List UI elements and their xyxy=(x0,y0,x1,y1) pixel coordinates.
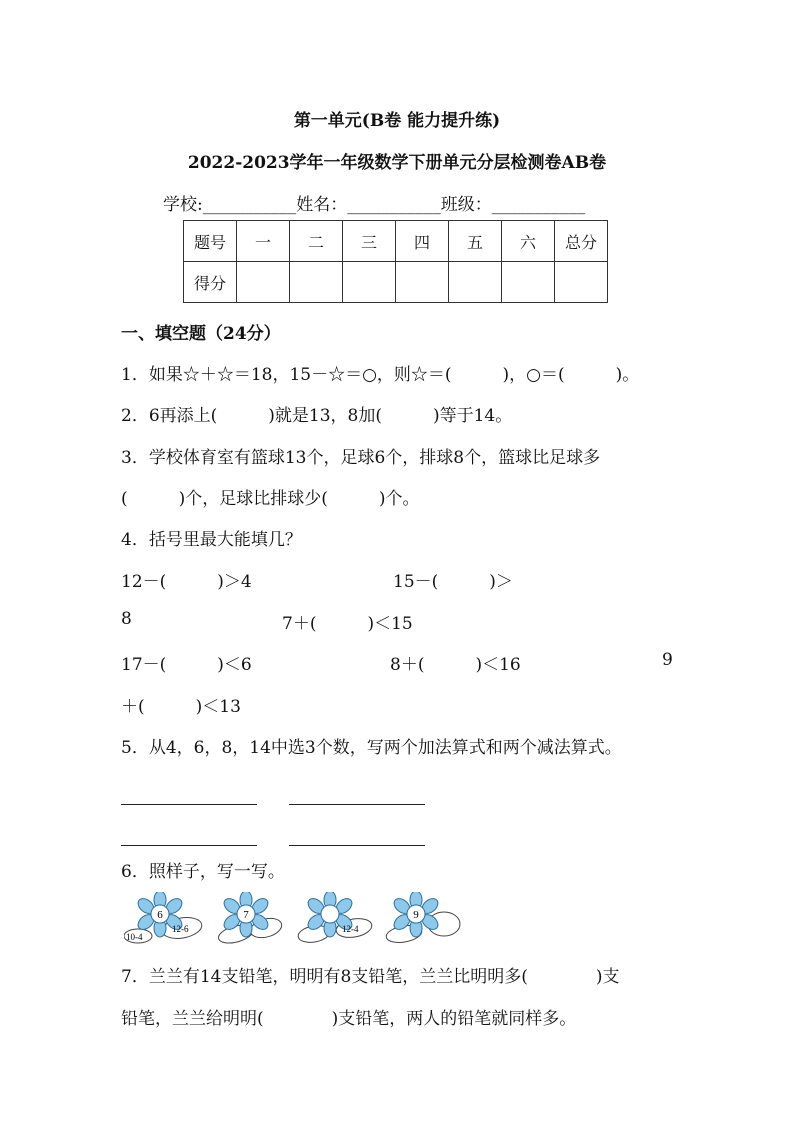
flower-center-number: 7 xyxy=(243,909,249,921)
question-6: 6．照样子，写一写。 xyxy=(121,862,285,882)
score-input-cell[interactable] xyxy=(555,262,608,303)
table-cell: 二 xyxy=(290,221,343,262)
question-5: 5．从4，6，8，14中选3个数，写两个加法算式和两个减法算式。 xyxy=(121,738,622,758)
score-input-cell[interactable] xyxy=(396,262,449,303)
flower-diagram xyxy=(124,892,204,948)
score-input-cell[interactable] xyxy=(343,262,396,303)
student-info xyxy=(163,190,585,215)
section-heading: 一、填空题（24分） xyxy=(121,324,281,344)
question-3-line2: ( )个，足球比排球少( )个。 xyxy=(121,489,420,509)
question-1: 1．如果☆＋☆＝18，15－☆＝○，则☆＝( )，○＝( )。 xyxy=(121,365,640,385)
question-4-item: 9 xyxy=(662,650,673,670)
table-cell: 六 xyxy=(502,221,555,262)
answer-blank[interactable] xyxy=(289,790,425,809)
flower-center-number: 9 xyxy=(413,909,419,921)
question-4-item: 12－( )＞4 xyxy=(121,572,252,592)
answer-blank[interactable] xyxy=(121,831,257,850)
question-3-line1: 3．学校体育室有篮球13个，足球6个，排球8个，篮球比足球多 xyxy=(121,448,601,468)
score-input-cell[interactable] xyxy=(237,262,290,303)
flower-leaf-text: 12-4 xyxy=(342,924,359,934)
flower-leaf-text: 10-4 xyxy=(126,932,143,942)
flower-diagram[interactable] xyxy=(208,892,288,948)
question-4: 4．括号里最大能填几？ xyxy=(121,530,302,550)
question-2: 2．6再添上( )就是13，8加( )等于14。 xyxy=(121,406,513,426)
table-cell: 一 xyxy=(237,221,290,262)
table-cell: 三 xyxy=(343,221,396,262)
school-field[interactable]: 学校:___________ xyxy=(163,195,297,215)
question-4-item: 8 xyxy=(121,609,132,629)
question-7-line2: 铅笔，兰兰给明明( )支铅笔，两人的铅笔就同样多。 xyxy=(121,1009,577,1029)
answer-blank[interactable] xyxy=(289,831,425,850)
table-row xyxy=(184,221,608,262)
name-field[interactable]: 姓名：___________ xyxy=(296,195,441,215)
flower-leaf-text: 12-6 xyxy=(172,924,189,934)
question-7-line1: 7．兰兰有14支铅笔，明明有8支铅笔，兰兰比明明多( )支 xyxy=(121,967,620,987)
question-4-item: ＋( )＜13 xyxy=(121,697,241,717)
flower-center-number: 6 xyxy=(157,909,163,921)
class-field[interactable]: 班级：___________ xyxy=(440,195,586,215)
question-4-item: 7＋( )＜15 xyxy=(282,614,413,634)
table-row xyxy=(184,262,608,303)
score-table xyxy=(183,220,608,303)
score-input-cell[interactable] xyxy=(502,262,555,303)
table-cell: 总分 xyxy=(555,221,608,262)
table-cell: 四 xyxy=(396,221,449,262)
table-cell: 题号 xyxy=(184,221,237,262)
flower-diagram[interactable] xyxy=(296,892,376,948)
table-cell: 五 xyxy=(449,221,502,262)
question-4-item: 15－( )＞ xyxy=(393,572,513,592)
score-input-cell[interactable] xyxy=(449,262,502,303)
answer-blank[interactable] xyxy=(121,790,257,809)
document-title: 第一单元(B卷 能力提升练) xyxy=(293,111,501,131)
flower-diagram[interactable] xyxy=(380,892,464,948)
table-cell: 得分 xyxy=(184,262,237,303)
question-4-item: 8＋( )＜16 xyxy=(390,655,521,675)
document-subtitle: 2022-2023学年一年级数学下册单元分层检测卷AB卷 xyxy=(187,153,607,173)
score-input-cell[interactable] xyxy=(290,262,343,303)
question-4-item: 17－( )＜6 xyxy=(121,655,252,675)
